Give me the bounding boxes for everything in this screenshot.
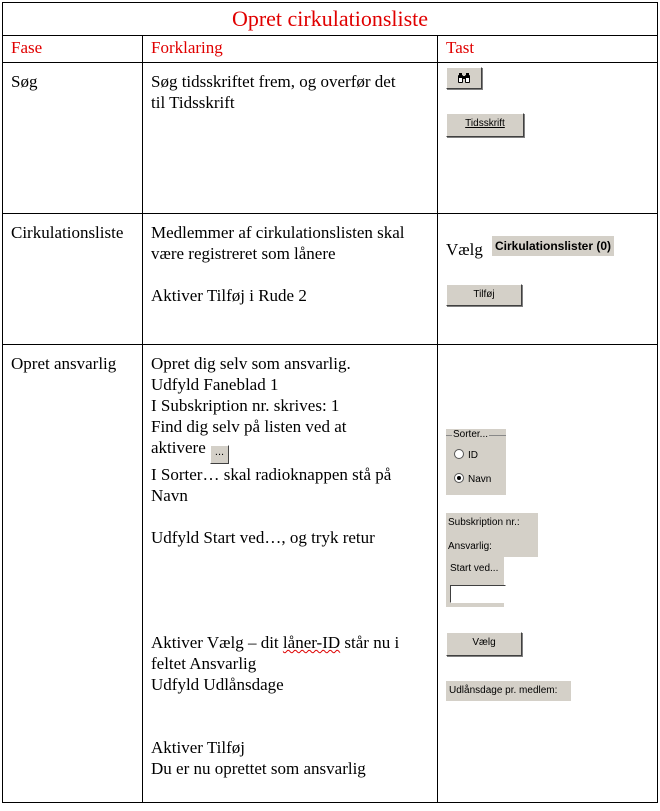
explanation-line: Udfyld Start ved…, og tryk retur <box>151 528 375 547</box>
table-row <box>3 63 658 214</box>
phase-cell: Søg <box>3 63 143 214</box>
radio-id-option[interactable] <box>454 449 478 462</box>
explanation-cell <box>143 345 438 803</box>
vaelg-button[interactable]: Vælg <box>446 632 522 656</box>
radio-navn[interactable] <box>454 473 464 483</box>
explanation-line: Aktiver Vælg – dit låner-ID står nu i <box>151 633 400 652</box>
explanation-line: Navn <box>151 486 188 505</box>
explanation-line: Medlemmer af cirkulationslisten skal <box>151 223 405 242</box>
radio-navn-label: Navn <box>468 474 492 485</box>
explanation-cell <box>143 214 438 345</box>
explanation-line: til Tidsskrift <box>151 93 235 112</box>
explanation-line: feltet Ansvarlig <box>151 654 257 673</box>
sorter-label: Sorter... <box>453 429 489 440</box>
radio-id-label: ID <box>468 450 478 461</box>
table-row <box>3 214 658 345</box>
start-ved-panel <box>446 557 504 607</box>
header-tast: Tast <box>438 36 658 63</box>
radio-id[interactable] <box>454 449 464 459</box>
explanation-line: Du er nu oprettet som ansvarlig <box>151 759 366 778</box>
start-ved-label: Start ved... <box>450 563 499 574</box>
header-forklaring: Forklaring <box>143 36 438 63</box>
spellcheck-word: låner-ID <box>282 633 341 652</box>
explanation-line: Find dig selv på listen ved at <box>151 417 347 436</box>
key-cell <box>438 214 658 345</box>
vaelg-label: Vælg <box>446 240 483 259</box>
header-fase: Fase <box>3 36 143 63</box>
explanation-line: I Subskription nr. skrives: 1 <box>151 396 340 415</box>
sorter-group <box>446 429 506 495</box>
explanation-line: I Sorter… skal radioknappen stå på <box>151 465 392 484</box>
explanation-text: aktivere <box>151 438 206 457</box>
udlaansdage-label: Udlånsdage pr. medlem: <box>446 681 571 701</box>
explanation-line: Aktiver Tilføj i Rude 2 <box>151 286 307 305</box>
ellipsis-button[interactable]: ... <box>210 445 229 464</box>
key-cell <box>438 63 658 214</box>
explanation-line: Aktiver Tilføj <box>151 738 245 757</box>
explanation-line: Opret dig selv som ansvarlig. <box>151 354 351 373</box>
radio-navn-option[interactable] <box>454 473 491 486</box>
explanation-line: Søg tidsskriftet frem, og overfør det <box>151 72 396 91</box>
table-row <box>3 345 658 803</box>
explanation-line: Udfyld Faneblad 1 <box>151 375 279 394</box>
binoculars-icon <box>457 72 471 84</box>
binoculars-button[interactable] <box>446 67 482 89</box>
tab-cirkulationslister[interactable]: Cirkulationslister (0) <box>492 236 614 256</box>
key-cell <box>438 345 658 803</box>
start-ved-input[interactable] <box>450 585 506 603</box>
ansvarlig-label: Ansvarlig: <box>448 541 492 552</box>
subskription-label: Subskription nr.: <box>448 517 520 528</box>
phase-cell: Opret ansvarlig <box>3 345 143 803</box>
phase-cell: Cirkulationsliste <box>3 214 143 345</box>
circulation-table <box>2 2 658 803</box>
explanation-line: være registreret som lånere <box>151 244 336 263</box>
explanation-line: Udfyld Udlånsdage <box>151 675 284 694</box>
explanation-line <box>151 437 431 464</box>
tilfoej-button[interactable]: Tilføj <box>446 284 522 306</box>
subscription-panel <box>446 513 538 557</box>
tidsskrift-button[interactable]: Tidsskrift <box>446 113 524 137</box>
page-title: Opret cirkulationsliste <box>3 3 658 36</box>
explanation-cell <box>143 63 438 214</box>
